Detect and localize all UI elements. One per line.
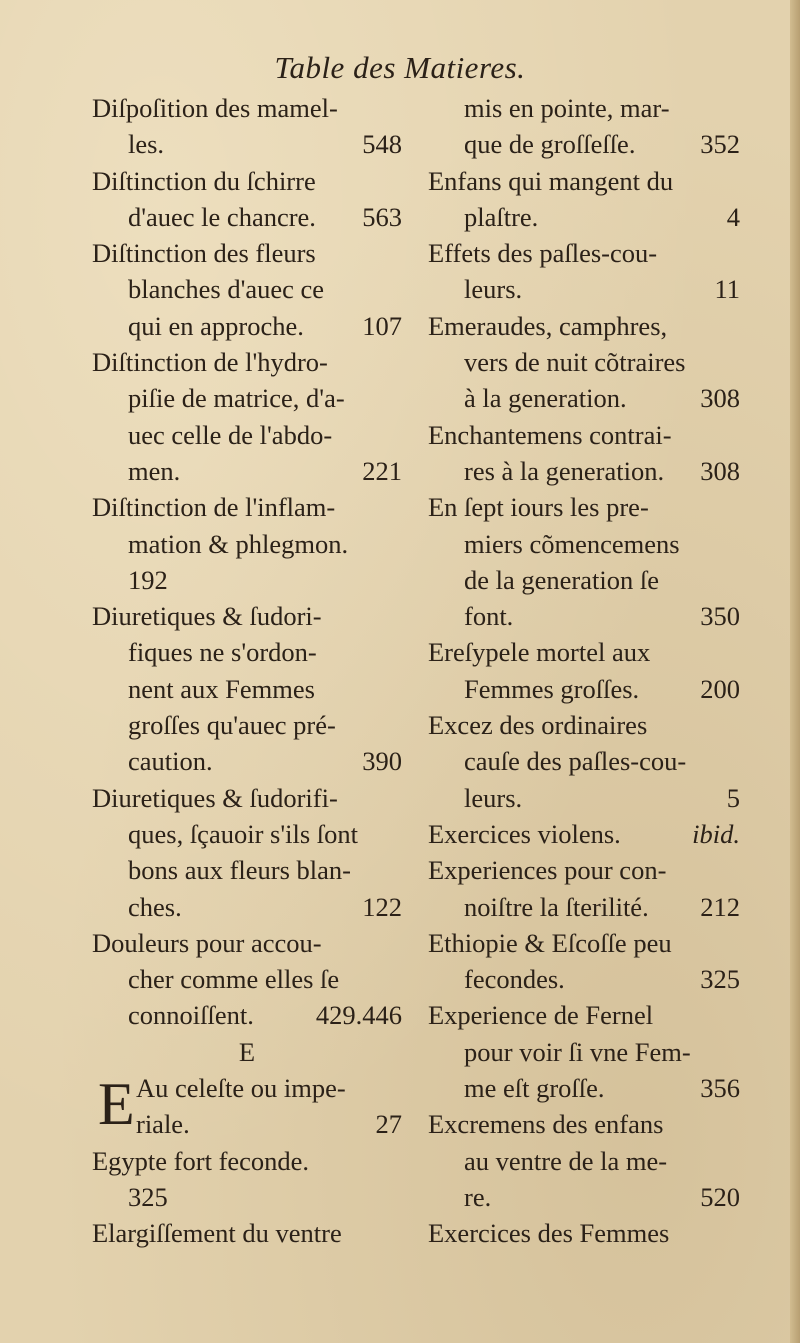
index-text: pour voir ſi vne Fem- <box>464 1036 691 1067</box>
index-text: Exercices violens. <box>428 818 621 849</box>
index-line <box>92 271 402 307</box>
page-number: 122 <box>362 891 402 922</box>
index-text: Elargiſſement du ventre <box>92 1218 342 1249</box>
index-line <box>428 1106 740 1142</box>
index-text: vers de nuit cõtraires <box>464 347 686 378</box>
index-line <box>92 453 402 489</box>
index-text: Diſpoſition des mamel- <box>92 93 338 123</box>
index-text: ques, ſçauoir s'ils ſont <box>128 818 358 849</box>
index-line <box>428 1070 740 1106</box>
index-text: Egypte fort feconde. <box>92 1145 310 1176</box>
dropcap-letter: E <box>98 1071 135 1138</box>
index-line <box>92 308 402 344</box>
page-number: 308 <box>700 455 740 486</box>
index-text: Diſtinction de l'hydro- <box>92 347 328 378</box>
index-line <box>428 1143 740 1179</box>
index-line <box>92 344 402 380</box>
index-line <box>92 816 402 852</box>
index-text: Ethiopie & Eſcoſſe peu <box>428 927 672 958</box>
dropcap-line-1: Au celeſte ou impe- <box>136 1073 346 1104</box>
index-line <box>428 90 740 126</box>
index-line <box>92 707 402 743</box>
index-text: Diſtinction des fleurs <box>92 238 316 269</box>
index-text: Femmes groſſes. <box>464 673 640 704</box>
page-number: 4 <box>726 201 740 232</box>
index-text: leurs. <box>464 782 523 813</box>
index-line <box>92 90 402 126</box>
index-text: au ventre de la me- <box>464 1145 668 1176</box>
index-text: piſie de matrice, d'a- <box>128 383 345 414</box>
index-line <box>92 526 402 562</box>
index-text: Douleurs pour accou- <box>92 927 322 958</box>
index-text: 192 <box>128 564 168 595</box>
index-text: fecondes. <box>464 964 565 995</box>
index-text: Effets des paſles-cou- <box>428 238 658 269</box>
page-number: 107 <box>362 310 402 341</box>
index-line <box>428 671 740 707</box>
index-text: cauſe des paſles-cou- <box>464 746 687 777</box>
index-line <box>92 1143 402 1179</box>
index-text: Diuretiques & ſudori- <box>92 601 322 632</box>
index-line <box>428 816 740 852</box>
page-number: 5 <box>726 782 740 813</box>
index-line <box>428 562 740 598</box>
index-line <box>428 1034 740 1070</box>
index-text: connoiſſent. <box>128 1000 254 1031</box>
index-text: miers cõmencemens <box>464 528 680 559</box>
index-text: plaſtre. <box>464 201 539 232</box>
index-text: Experiences pour con- <box>428 855 667 886</box>
index-text: d'auec le chancre. <box>128 201 316 232</box>
index-text: men. <box>128 455 181 486</box>
index-text: me eſt groſſe. <box>464 1073 605 1104</box>
index-line <box>92 598 402 634</box>
index-line <box>92 743 402 779</box>
index-text: bons aux fleurs blan- <box>128 855 351 886</box>
index-text: blanches d'auec ce <box>128 274 325 305</box>
page-number: 563 <box>362 201 402 232</box>
index-text: fiques ne s'ordon- <box>128 637 317 668</box>
index-text: res à la generation. <box>464 455 665 486</box>
index-line <box>92 199 402 235</box>
index-line <box>428 743 740 779</box>
index-line <box>428 852 740 888</box>
running-title: Table des Matieres. <box>274 50 526 85</box>
index-line <box>92 126 402 162</box>
left-tail-entries <box>92 1143 402 1252</box>
index-line <box>428 780 740 816</box>
index-line <box>92 380 402 416</box>
index-line <box>428 126 740 162</box>
index-line <box>428 1215 740 1251</box>
index-line <box>428 163 740 199</box>
index-text: Experience de Fernel <box>428 1000 654 1031</box>
left-entries <box>92 90 402 1034</box>
index-line <box>92 671 402 707</box>
index-line <box>92 1215 402 1251</box>
index-text: à la generation. <box>464 383 627 414</box>
index-text: leurs. <box>464 274 523 305</box>
index-text: Excremens des enfans <box>428 1109 664 1140</box>
index-line <box>428 453 740 489</box>
index-text: nent aux Femmes <box>128 673 315 704</box>
page-number: 221 <box>362 455 402 486</box>
index-text: Enchantemens contrai- <box>428 419 672 450</box>
index-text: de la generation ſe <box>464 564 659 595</box>
index-line <box>428 634 740 670</box>
index-text: Excez des ordinaires <box>428 710 648 741</box>
index-line <box>428 707 740 743</box>
index-line <box>92 961 402 997</box>
page-number: 212 <box>700 891 740 922</box>
index-text: font. <box>464 601 514 632</box>
index-line <box>92 562 402 598</box>
index-line <box>428 308 740 344</box>
index-text: noiſtre la ſterilité. <box>464 891 649 922</box>
right-column <box>428 90 740 1252</box>
index-line <box>92 997 402 1033</box>
right-entries <box>428 90 740 1252</box>
index-line <box>92 235 402 271</box>
index-text: qui en approche. <box>128 310 304 341</box>
index-line <box>92 889 402 925</box>
index-line <box>92 163 402 199</box>
page-number: 325 <box>700 964 740 995</box>
index-text: les. <box>128 129 165 160</box>
index-text: En ſept iours les pre- <box>428 492 649 523</box>
index-line <box>428 889 740 925</box>
index-line <box>428 997 740 1033</box>
index-text: Diuretiques & ſudorifi- <box>92 782 338 813</box>
index-text: Exercices des Femmes <box>428 1218 670 1249</box>
index-line <box>428 417 740 453</box>
page-number: 356 <box>700 1073 740 1104</box>
index-text: re. <box>464 1181 492 1212</box>
index-text: Enfans qui mangent du <box>428 165 674 196</box>
index-line <box>428 526 740 562</box>
index-line <box>428 598 740 634</box>
page-number: 429.446 <box>315 1000 402 1031</box>
index-text: Ereſypele mortel aux <box>428 637 651 668</box>
page-edge <box>790 0 800 1343</box>
page-number: 11 <box>714 274 740 305</box>
dropcap-entry <box>92 1070 402 1143</box>
index-line <box>92 417 402 453</box>
page-number: 200 <box>700 673 740 704</box>
index-text: Emeraudes, camphres, <box>428 310 668 341</box>
index-text: uec celle de l'abdo- <box>128 419 333 450</box>
index-line <box>428 489 740 525</box>
index-line <box>92 925 402 961</box>
index-line <box>92 1179 402 1215</box>
index-text: que de groſſeſſe. <box>464 129 636 160</box>
index-line <box>428 925 740 961</box>
page-number: 350 <box>700 601 740 632</box>
index-line <box>428 344 740 380</box>
index-text: 325 <box>128 1181 168 1212</box>
index-text: Diſtinction du ſchirre <box>92 165 316 196</box>
page-number: 520 <box>700 1181 740 1212</box>
index-text: caution. <box>128 746 213 777</box>
index-line <box>92 852 402 888</box>
page-number: 390 <box>362 746 402 777</box>
index-line <box>428 380 740 416</box>
index-text: Diſtinction de l'inflam- <box>92 492 336 523</box>
index-text: groſſes qu'auec pré- <box>128 710 336 741</box>
page-number: 548 <box>362 129 402 160</box>
index-line <box>428 199 740 235</box>
section-letter: E <box>238 1036 256 1067</box>
index-text: mation & phlegmon. <box>128 528 349 559</box>
index-line <box>428 961 740 997</box>
index-text: mis en pointe, mar- <box>464 93 670 123</box>
index-line <box>92 634 402 670</box>
index-line <box>428 271 740 307</box>
left-column <box>92 90 402 1252</box>
index-text: ches. <box>128 891 182 922</box>
index-line <box>92 780 402 816</box>
index-line <box>92 489 402 525</box>
page-number: 308 <box>700 383 740 414</box>
index-line <box>428 235 740 271</box>
index-line <box>428 1179 740 1215</box>
dropcap-line-2: riale. 27 <box>136 1109 402 1140</box>
page-number: 352 <box>700 129 740 160</box>
index-text: cher comme elles ſe <box>128 964 340 995</box>
page-number: ibid. <box>692 818 740 849</box>
